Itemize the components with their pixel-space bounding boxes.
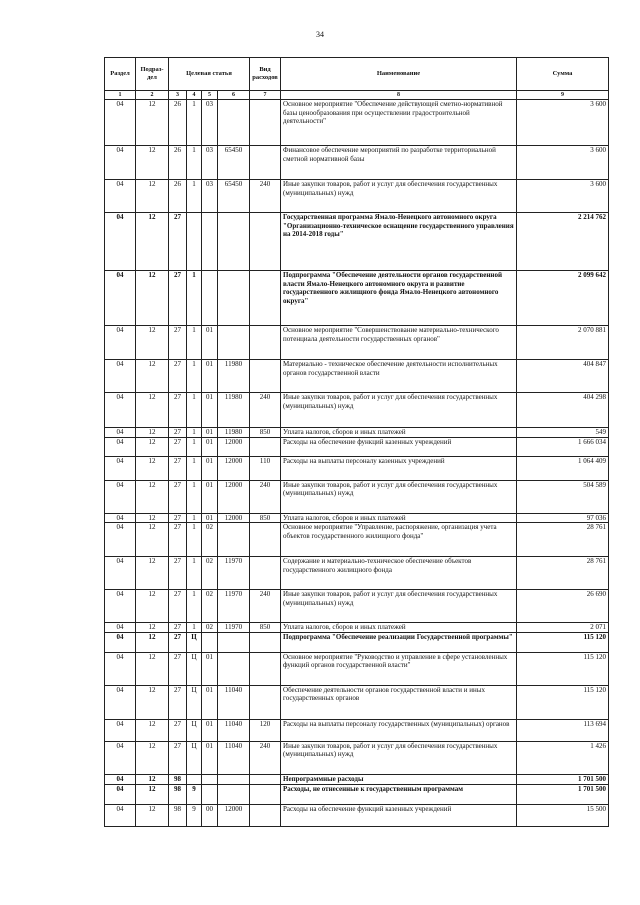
cell-razdel: 04 [105,213,136,271]
cell-expense-type [250,632,281,652]
cell-razdel: 04 [105,523,136,557]
column-number: 6 [218,91,250,100]
table-row [105,326,609,360]
cell-sum: 1 701 500 [517,784,609,804]
cell-direction: 12000 [218,456,250,480]
cell-direction [218,632,250,652]
cell-razdel: 04 [105,456,136,480]
cell-direction [218,774,250,784]
column-number: 9 [517,91,609,100]
cell-podrazdel: 12 [136,480,169,513]
cell-subprogram: Ц [187,685,202,719]
cell-sum: 1 064 409 [517,456,609,480]
cell-sum: 97 036 [517,513,609,523]
header-sum: Сумма [517,58,609,91]
table-row [105,623,609,633]
cell-direction: 12000 [218,480,250,513]
cell-activity [202,784,218,804]
cell-podrazdel: 12 [136,100,169,146]
cell-activity: 01 [202,652,218,685]
cell-program: 27 [169,326,187,360]
cell-expense-type [250,652,281,685]
cell-expense-type [250,326,281,360]
cell-name: Содержание и материально-техническое обеспечение объектов государственного жилищного фонда [281,557,517,590]
cell-subprogram: Ц [187,652,202,685]
cell-direction: 12000 [218,437,250,456]
cell-direction [218,213,250,271]
cell-sum: 504 589 [517,480,609,513]
cell-sum: 549 [517,428,609,438]
cell-expense-type: 110 [250,456,281,480]
cell-expense-type [250,685,281,719]
table-row [105,428,609,438]
cell-sum: 3 600 [517,180,609,213]
cell-podrazdel: 12 [136,623,169,633]
cell-direction: 11040 [218,741,250,774]
cell-sum: 2 099 642 [517,271,609,326]
cell-activity: 00 [202,804,218,826]
cell-program: 27 [169,719,187,741]
cell-podrazdel: 12 [136,180,169,213]
cell-podrazdel: 12 [136,741,169,774]
cell-podrazdel: 12 [136,784,169,804]
cell-expense-type [250,557,281,590]
cell-expense-type: 240 [250,741,281,774]
cell-subprogram: 9 [187,784,202,804]
cell-podrazdel: 12 [136,523,169,557]
cell-program: 27 [169,652,187,685]
table-body [105,100,609,827]
cell-activity: 02 [202,590,218,623]
cell-podrazdel: 12 [136,685,169,719]
cell-subprogram: 1 [187,100,202,146]
cell-expense-type: 240 [250,590,281,623]
cell-activity: 03 [202,146,218,180]
cell-activity: 01 [202,685,218,719]
table-row [105,590,609,623]
cell-direction [218,652,250,685]
cell-sum: 28 761 [517,557,609,590]
cell-program: 27 [169,428,187,438]
cell-podrazdel: 12 [136,590,169,623]
cell-name: Государственная программа Ямало-Ненецкого автономного округа "Организационно-техническое оснащение государственного управления на 2014-2018 годы" [281,213,517,271]
cell-subprogram: 1 [187,480,202,513]
cell-name: Подпрограмма "Обеспечение деятельности органов государственной власти Ямало-Ненецкого автономного округа и развитие государственного жилищного фонда Ямало-Ненецкого автономного округа" [281,271,517,326]
cell-name: Иные закупки товаров, работ и услуг для обеспечения государственных (муниципальных) нужд [281,741,517,774]
cell-activity: 01 [202,428,218,438]
cell-program: 27 [169,437,187,456]
cell-activity: 01 [202,360,218,393]
header-name: Наименование [281,58,517,91]
cell-subprogram: 1 [187,513,202,523]
cell-direction: 11980 [218,393,250,428]
header-row [105,58,609,91]
cell-podrazdel: 12 [136,393,169,428]
cell-direction: 65450 [218,146,250,180]
cell-activity: 03 [202,100,218,146]
cell-program: 27 [169,741,187,774]
cell-program: 98 [169,804,187,826]
cell-subprogram: 1 [187,180,202,213]
cell-activity [202,271,218,326]
budget-table [104,57,609,827]
table-row [105,437,609,456]
cell-name: Подпрограмма "Обеспечение реализации Государственной программы" [281,632,517,652]
table-row [105,360,609,393]
cell-razdel: 04 [105,100,136,146]
cell-program: 27 [169,393,187,428]
cell-podrazdel: 12 [136,632,169,652]
cell-name: Финансовое обеспечение мероприятий по разработке территориальной сметной нормативной базы [281,146,517,180]
cell-podrazdel: 12 [136,557,169,590]
cell-razdel: 04 [105,774,136,784]
cell-activity [202,213,218,271]
cell-sum: 115 120 [517,652,609,685]
table-row [105,774,609,784]
cell-name: Основное мероприятие "Совершенствование материально-технического потенциала деятельности государственных органов" [281,326,517,360]
cell-razdel: 04 [105,180,136,213]
table-row [105,804,609,826]
cell-name: Основное мероприятие "Управление, распоряжение, организация учета объектов государственного жилищного фонда" [281,523,517,557]
cell-razdel: 04 [105,326,136,360]
cell-expense-type: 240 [250,180,281,213]
cell-sum: 2 071 [517,623,609,633]
cell-subprogram: 1 [187,523,202,557]
cell-sum: 1 666 034 [517,437,609,456]
cell-expense-type [250,213,281,271]
cell-razdel: 04 [105,632,136,652]
table-row [105,480,609,513]
cell-podrazdel: 12 [136,513,169,523]
cell-podrazdel: 12 [136,271,169,326]
cell-razdel: 04 [105,393,136,428]
cell-subprogram: 1 [187,146,202,180]
cell-razdel: 04 [105,741,136,774]
cell-activity: 01 [202,393,218,428]
cell-name: Основное мероприятие "Обеспечение действующей сметно-нормативной базы ценообразования при осуществлении градостроительной деятельности" [281,100,517,146]
cell-expense-type: 850 [250,623,281,633]
cell-expense-type [250,146,281,180]
cell-podrazdel: 12 [136,326,169,360]
cell-direction [218,326,250,360]
cell-direction [218,784,250,804]
cell-subprogram: 1 [187,428,202,438]
cell-activity: 03 [202,180,218,213]
cell-subprogram: Ц [187,719,202,741]
cell-razdel: 04 [105,719,136,741]
cell-direction: 12000 [218,804,250,826]
table-row [105,456,609,480]
cell-podrazdel: 12 [136,428,169,438]
cell-razdel: 04 [105,271,136,326]
table-row [105,741,609,774]
cell-razdel: 04 [105,480,136,513]
cell-direction: 11040 [218,719,250,741]
cell-name: Основное мероприятие "Руководство и управление в сфере установленных функций органов государственной власти" [281,652,517,685]
cell-expense-type [250,804,281,826]
cell-name: Расходы на обеспечение функций казенных учреждений [281,437,517,456]
cell-program: 98 [169,774,187,784]
cell-name: Иные закупки товаров, работ и услуг для обеспечения государственных (муниципальных) нужд [281,180,517,213]
cell-subprogram [187,774,202,784]
header-razdel: Раздел [105,58,136,91]
cell-sum: 2 070 881 [517,326,609,360]
cell-podrazdel: 12 [136,360,169,393]
cell-podrazdel: 12 [136,213,169,271]
cell-expense-type: 850 [250,513,281,523]
cell-name: Расходы на выплаты персоналу казенных учреждений [281,456,517,480]
cell-podrazdel: 12 [136,774,169,784]
table-row [105,146,609,180]
cell-activity: 01 [202,513,218,523]
cell-name: Расходы на обеспечение функций казенных учреждений [281,804,517,826]
cell-razdel: 04 [105,437,136,456]
cell-razdel: 04 [105,685,136,719]
table-row [105,100,609,146]
table-row [105,213,609,271]
cell-direction: 12000 [218,513,250,523]
cell-program: 27 [169,685,187,719]
cell-sum: 1 701 500 [517,774,609,784]
cell-activity [202,632,218,652]
table-row [105,180,609,213]
column-numbers-row [105,91,609,100]
cell-sum: 404 847 [517,360,609,393]
cell-podrazdel: 12 [136,652,169,685]
cell-name: Уплата налогов, сборов и иных платежей [281,623,517,633]
table-row [105,652,609,685]
cell-direction: 11040 [218,685,250,719]
cell-sum: 3 600 [517,100,609,146]
cell-sum: 115 120 [517,685,609,719]
cell-name: Расходы, не отнесенные к государственным программам [281,784,517,804]
cell-program: 27 [169,523,187,557]
cell-razdel: 04 [105,652,136,685]
cell-subprogram: 1 [187,623,202,633]
cell-program: 27 [169,213,187,271]
column-number: 2 [136,91,169,100]
cell-podrazdel: 12 [136,804,169,826]
cell-sum: 404 298 [517,393,609,428]
cell-expense-type [250,271,281,326]
cell-subprogram: 1 [187,360,202,393]
cell-program: 27 [169,590,187,623]
table-row [105,632,609,652]
cell-activity: 01 [202,456,218,480]
header-target-article: Целевая статья [169,58,250,91]
column-number: 4 [187,91,202,100]
cell-direction: 65450 [218,180,250,213]
cell-razdel: 04 [105,590,136,623]
cell-expense-type [250,360,281,393]
table-row [105,719,609,741]
cell-razdel: 04 [105,804,136,826]
table-row [105,685,609,719]
cell-program: 27 [169,623,187,633]
cell-direction: 11970 [218,557,250,590]
cell-sum: 26 690 [517,590,609,623]
cell-program: 98 [169,784,187,804]
cell-subprogram: 1 [187,557,202,590]
cell-subprogram: Ц [187,632,202,652]
cell-direction [218,100,250,146]
cell-sum: 113 694 [517,719,609,741]
cell-sum: 28 761 [517,523,609,557]
cell-expense-type: 120 [250,719,281,741]
cell-activity: 02 [202,523,218,557]
table-row [105,271,609,326]
cell-subprogram: 1 [187,326,202,360]
cell-name: Расходы на выплаты персоналу государственных (муниципальных) органов [281,719,517,741]
cell-expense-type [250,523,281,557]
cell-subprogram: 1 [187,456,202,480]
cell-expense-type: 240 [250,480,281,513]
header-podrazdel: Подраз-дел [136,58,169,91]
cell-direction: 11980 [218,428,250,438]
header-expense-type: Вид расходов [250,58,281,91]
cell-sum: 115 120 [517,632,609,652]
cell-subprogram: 1 [187,437,202,456]
cell-name: Уплата налогов, сборов и иных платежей [281,513,517,523]
cell-razdel: 04 [105,428,136,438]
cell-activity: 01 [202,326,218,360]
cell-subprogram: Ц [187,741,202,774]
column-number: 5 [202,91,218,100]
cell-expense-type [250,100,281,146]
cell-program: 27 [169,271,187,326]
cell-program: 26 [169,100,187,146]
cell-subprogram: 1 [187,393,202,428]
cell-expense-type [250,437,281,456]
cell-subprogram: 1 [187,271,202,326]
table-row [105,393,609,428]
cell-razdel: 04 [105,784,136,804]
cell-podrazdel: 12 [136,437,169,456]
cell-activity: 01 [202,741,218,774]
cell-direction [218,523,250,557]
cell-activity [202,774,218,784]
cell-program: 27 [169,632,187,652]
cell-podrazdel: 12 [136,719,169,741]
cell-program: 26 [169,180,187,213]
cell-subprogram: 1 [187,590,202,623]
column-number: 8 [281,91,517,100]
cell-activity: 01 [202,480,218,513]
cell-activity: 02 [202,623,218,633]
cell-direction [218,271,250,326]
cell-expense-type [250,784,281,804]
column-number: 7 [250,91,281,100]
cell-direction: 11970 [218,623,250,633]
cell-subprogram: 9 [187,804,202,826]
cell-podrazdel: 12 [136,456,169,480]
cell-name: Уплата налогов, сборов и иных платежей [281,428,517,438]
cell-program: 27 [169,557,187,590]
cell-sum: 2 214 762 [517,213,609,271]
cell-name: Иные закупки товаров, работ и услуг для обеспечения государственных (муниципальных) нужд [281,393,517,428]
table-row [105,557,609,590]
cell-program: 27 [169,456,187,480]
cell-name: Иные закупки товаров, работ и услуг для обеспечения государственных (муниципальных) нужд [281,480,517,513]
cell-direction: 11980 [218,360,250,393]
table-row [105,523,609,557]
cell-expense-type [250,774,281,784]
cell-name: Материально - техническое обеспечение деятельности исполнительных органов государственной власти [281,360,517,393]
cell-name: Иные закупки товаров, работ и услуг для обеспечения государственных (муниципальных) нужд [281,590,517,623]
cell-sum: 15 500 [517,804,609,826]
cell-program: 27 [169,360,187,393]
column-number: 3 [169,91,187,100]
cell-program: 27 [169,480,187,513]
cell-expense-type: 850 [250,428,281,438]
cell-program: 26 [169,146,187,180]
column-number: 1 [105,91,136,100]
cell-activity: 01 [202,437,218,456]
cell-direction: 11970 [218,590,250,623]
page-number: 34 [316,30,324,39]
table-row [105,784,609,804]
cell-activity: 02 [202,557,218,590]
cell-subprogram [187,213,202,271]
cell-razdel: 04 [105,146,136,180]
cell-razdel: 04 [105,513,136,523]
cell-razdel: 04 [105,360,136,393]
cell-razdel: 04 [105,623,136,633]
cell-activity: 01 [202,719,218,741]
table-row [105,513,609,523]
cell-sum: 3 600 [517,146,609,180]
cell-sum: 1 426 [517,741,609,774]
cell-name: Непрограммные расходы [281,774,517,784]
cell-expense-type: 240 [250,393,281,428]
cell-program: 27 [169,513,187,523]
cell-razdel: 04 [105,557,136,590]
cell-podrazdel: 12 [136,146,169,180]
cell-name: Обеспечение деятельности органов государственной власти и иных государственных органов [281,685,517,719]
